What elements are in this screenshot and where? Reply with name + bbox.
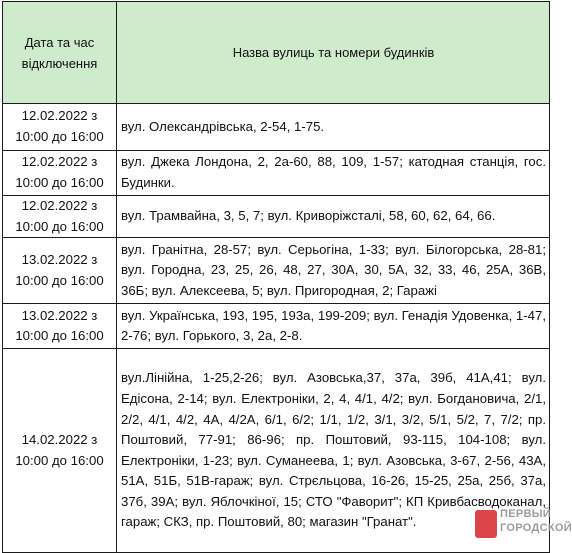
row-time: 10:00 до 16:00	[15, 328, 104, 344]
row-date: 12.02.2022 з	[21, 198, 98, 213]
row-date-cell	[3, 104, 117, 151]
table-row	[3, 349, 550, 553]
table-row	[3, 196, 550, 238]
outage-schedule-table	[2, 1, 572, 553]
row-date-cell	[3, 151, 117, 196]
watermark-logo	[475, 504, 572, 550]
row-streets: вул. Джека Лондона, 2, 2а-60, 88, 109, 1-57; катодная станція, гос. Будинки.	[117, 151, 550, 196]
watermark-line-1: ПЕРВЫЙ	[500, 508, 551, 520]
row-streets: вул. Олександрівська, 2-54, 1-75.	[117, 104, 550, 151]
row-date: 13.02.2022 з	[21, 307, 98, 323]
logo-mark-icon	[475, 510, 497, 538]
table-header-row	[3, 2, 550, 104]
table-row	[3, 304, 550, 349]
row-date-cell	[3, 349, 117, 553]
row-time: 10:00 до 16:00	[15, 175, 104, 190]
row-date: 14.02.2022 з	[21, 432, 98, 448]
row-date: 12.02.2022 з	[21, 154, 98, 170]
row-time: 10:00 до 16:00	[15, 129, 104, 144]
row-streets: вул.Лінійна, 1-25,2-26; вул. Азовська,37, 37а, 39б, 41А,41; вул. Едісона, 2-14; вул. Електроніки, 2, 4, 4/1, 4/2; вул. Богдановича, 2/1, 2/2, 4/1, 4/2, 4А, 4/2А, 6/1, 6/2; 1/1, 1/2, 3/1, 3/2, 5/1, 5/2, 7, 7/2; пр. Поштовий, 77-91; 86-96; пр. Поштовий, 93-115, 104-108; вул. Електроніки, 1-23; вул. Суманеева, 1; вул. Азовська, 3-67, 2-56, 43А, 51А, 51Б, 51В-гараж; вул. Стрєльцова, 16-26, 15-25, 25а, 25б, 37а, 37б, 39А; вул. Яблочкіної, 15; СТО "Фаворит"; КП Кривбасводоканал, гараж; СКЗ, пр. Поштовий, 80; магазин "Гранат".	[117, 349, 550, 553]
watermark-line-2: ГОРОДСКОЙ	[500, 522, 572, 534]
row-streets: вул. Гранітна, 28-57; вул. Серьогіна, 1-33; вул. Білогорська, 28-81; вул. Городна, 23, 25, 26, 48, 27, 30А, 30, 5А, 32, 33, 46, 25А, 36В, 36Б; вул. Алексеева, 5; вул. Пригородная, 2; Гаражі	[117, 238, 550, 304]
row-date-cell	[3, 238, 117, 304]
row-streets: вул. Трамвайна, 3, 5, 7; вул. Криворіжсталі, 58, 60, 62, 64, 66.	[117, 196, 550, 238]
row-streets: вул. Українська, 193, 195, 193а, 199-209; вул. Генадія Удовенка, 1-47, 2-76; вул. Горького, 3, 2а, 2-8.	[117, 304, 550, 349]
row-time: 10:00 до 16:00	[15, 218, 104, 234]
table-row	[3, 104, 550, 151]
row-date: 12.02.2022 з	[21, 108, 98, 124]
row-date-cell	[3, 304, 117, 349]
header-streets: Назва вулиць та номери будинків	[117, 2, 550, 104]
row-time: 10:00 до 16:00	[15, 452, 104, 468]
row-date-cell	[3, 196, 117, 238]
table-row	[3, 151, 550, 196]
row-date: 13.02.2022 з	[21, 252, 98, 268]
table-row	[3, 238, 550, 304]
row-time: 10:00 до 16:00	[15, 272, 104, 288]
header-date-time: Дата та час відключення	[3, 2, 117, 104]
